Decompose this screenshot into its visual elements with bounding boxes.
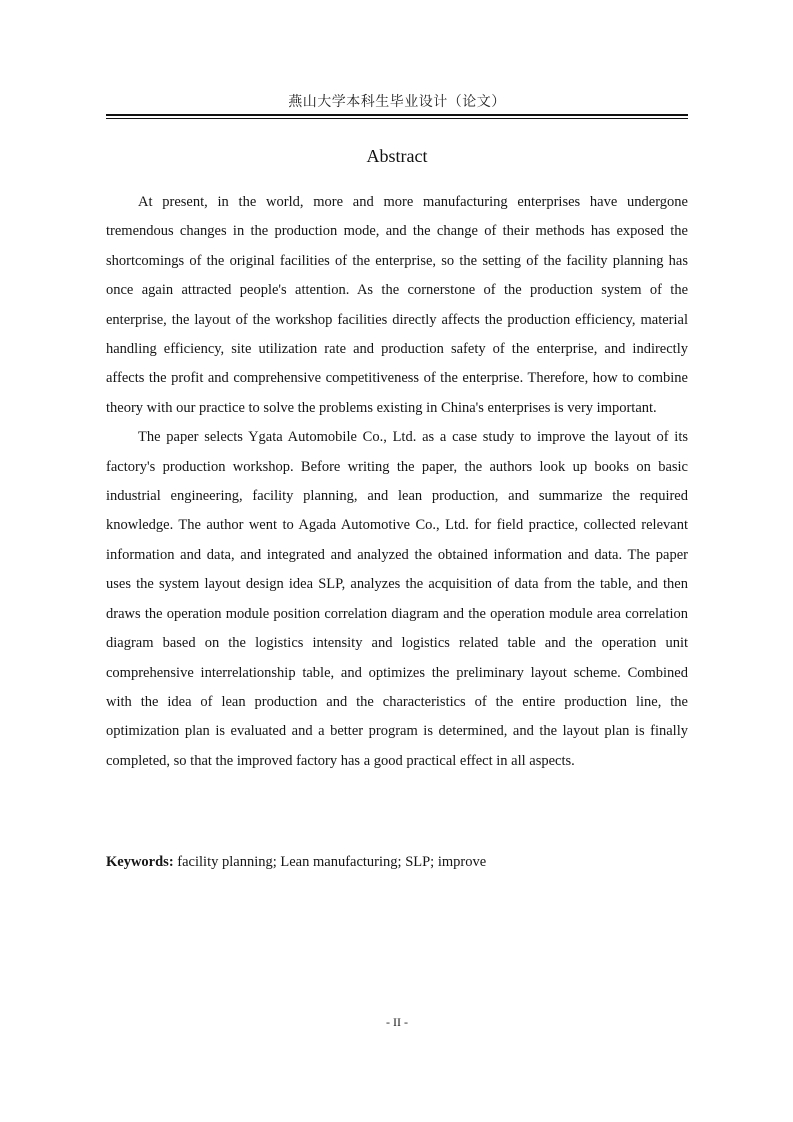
- running-header: 燕山大学本科生毕业设计（论文）: [288, 94, 506, 110]
- keywords-text: facility planning; Lean manufacturing; SLP; improve: [173, 854, 487, 870]
- header-rule-thin: [106, 118, 688, 119]
- keywords-label: Keywords:: [106, 854, 174, 870]
- keywords-line: [106, 850, 688, 874]
- abstract-paragraph-2: The paper selects Ygata Automobile Co., Ltd. as a case study to improve the layout of its factory's production workshop. Before writing the paper, the authors look up books on basic industrial engineering, facility planning, and lean production, and summarize the required knowledge. The author went to Agada Automotive Co., Ltd. for field practice, collected relevant information and data, and integrated and analyzed the obtained information and data. The paper uses the system layout design idea SLP, analyzes the acquisition of data from the table, and then draws the operation module position correlation diagram and the operation module area correlation diagram based on the logistics intensity and logistics related table and the operation unit comprehensive interrelationship table, and optimizes the preliminary layout scheme. Combined with the idea of lean production and the characteristics of the entire production line, the optimization plan is evaluated and a better program is determined, and the layout plan is finally completed, so that the improved factory has a good practical effect in all aspects.: [106, 429, 688, 769]
- section-title: Abstract: [366, 146, 428, 166]
- abstract-body: [106, 188, 688, 776]
- abstract-paragraph-1: At present, in the world, more and more manufacturing enterprises have undergone tremendous changes in the production mode, and the change of their methods has exposed the shortcomings of the original facilities of the enterprise, so the setting of the facility planning has once again attracted people's attention. As the cornerstone of the production system of the enterprise, the layout of the workshop facilities directly affects the production efficiency, material handling efficiency, site utilization rate and production safety of the enterprise, and indirectly affects the profit and comprehensive competitiveness of the enterprise. Therefore, how to combine theory with our practice to solve the problems existing in China's enterprises is very important.: [106, 194, 688, 416]
- page-number: - II -: [386, 1015, 408, 1029]
- header-rule-thick: [106, 114, 688, 116]
